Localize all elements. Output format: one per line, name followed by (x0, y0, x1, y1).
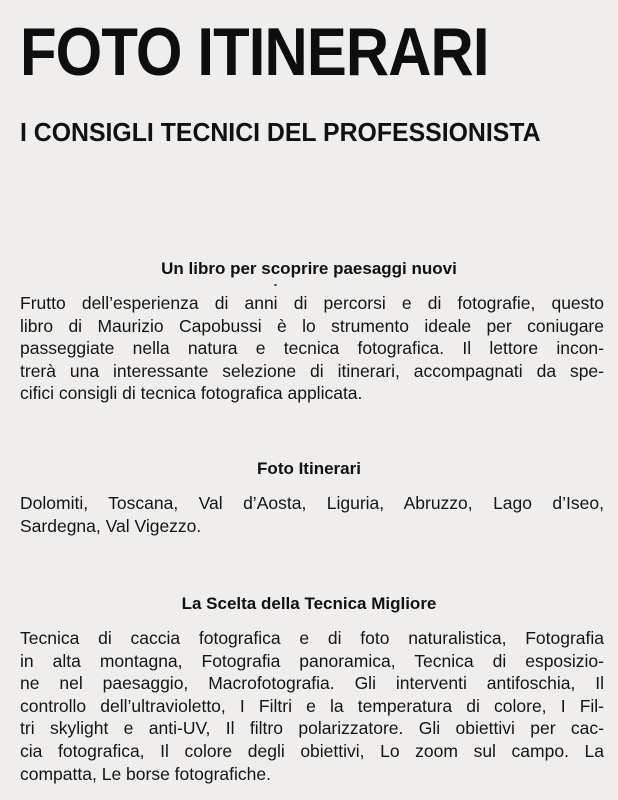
section-text-tecnica (20, 627, 604, 785)
text-line: Sardegna, Val Vigezzo. (20, 515, 202, 536)
print-speck (274, 284, 277, 286)
section-heading-libro: Un libro per scoprire paesaggi nuovi (161, 259, 457, 278)
text-line: passeggiate nella natura e tecnica fotografica. Il lettore incon- (20, 338, 604, 359)
text-line: ne nel paesaggio, Macrofotografia. Gli interventi antifoschia, Il (20, 673, 604, 694)
text-line: trerà una interessante selezione di itinerari, accompagnati da spe- (20, 360, 604, 381)
section-heading-itinerari: Foto Itinerari (257, 459, 361, 478)
text-line: controllo dell’ultravioletto, I Filtri e la temperatura di colore, I Fil- (20, 695, 604, 716)
text-line: tri skylight e anti-UV, Il filtro polarizzatore. Gli obiettivi per cac- (20, 718, 604, 739)
section-heading-tecnica: La Scelta della Tecnica Migliore (181, 594, 437, 613)
text-line: Tecnica di caccia fotografica e di foto naturalistica, Fotografia (20, 628, 604, 648)
section-text-itinerari (20, 492, 604, 537)
text-line: cia fotografica, Il colore degli obiettivi, Lo zoom sul campo. La (20, 740, 604, 761)
text-line: compatta, Le borse fotografiche. (20, 763, 271, 784)
text-line: libro di Maurizio Capobussi è lo strumento ideale per coniugare (20, 315, 604, 336)
page-subtitle: I CONSIGLI TECNICI DEL PROFESSIONISTA (20, 117, 541, 147)
page-title: FOTO ITINERARI (20, 14, 489, 90)
text-line: Frutto dell’esperienza di anni di percorsi e di fotografie, questo (20, 293, 604, 313)
text-line: Dolomiti, Toscana, Val d’Aosta, Liguria, Abruzzo, Lago d’Iseo, (20, 493, 604, 513)
text-line: cifici consigli di tecnica fotografica applicata. (20, 383, 363, 404)
section-text-libro (20, 292, 604, 405)
text-line: in alta montagna, Fotografia panoramica, Tecnica di esposizio- (20, 650, 604, 671)
